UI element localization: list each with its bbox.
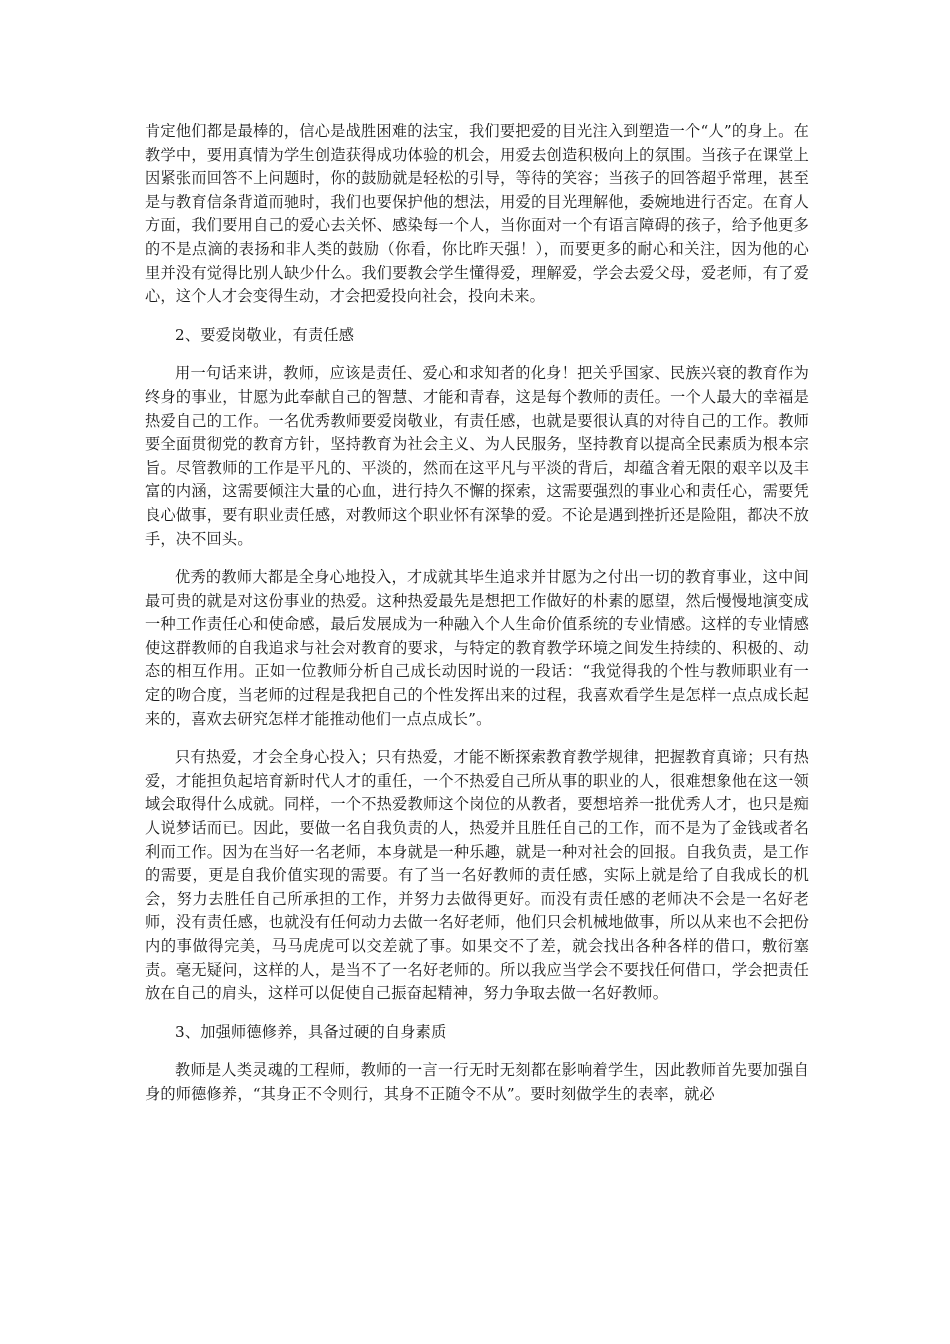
body-paragraph: 肯定他们都是最棒的，信心是战胜困难的法宝，我们要把爱的目光注入到塑造一个“人”的身上。在教学中，要用真情为学生创造获得成功体验的机会，用爱去创造积极向上的氛围。当孩子在课堂上因紧张而回答不上问题时，你的鼓励就是轻松的引导，等待的笑容；当孩子的回答超乎常理，甚至是与教育信条背道而驰时，我们也要保护他的想法，用爱的目光理解他，委婉地进行否定。在育人方面，我们要用自己的爱心去关怀、感染每一个人，当你面对一个有语言障碍的孩子，给予他更多的不是点滴的表扬和非人类的鼓励（你看，你比昨天强！），而要更多的耐心和关注，因为他的心里并没有觉得比别人缺少什么。我们要教会学生懂得爱，理解爱，学会去爱父母，爱老师，有了爱心，这个人才会变得生动，才会把爱投向社会，投向未来。: [145, 122, 809, 306]
body-paragraph: 用一句话来讲，教师，应该是责任、爱心和求知者的化身！把关乎国家、民族兴衰的教育作为终身的事业，甘愿为此奉献自己的智慧、才能和青春，这是每个教师的责任。一个人最大的幸福是热爱自己的工作。一名优秀教师要爱岗敬业，有责任感，也就是要很认真的对待自己的工作。教师要全面贯彻党的教育方针，坚持教育为社会主义、为人民服务，坚持教育以提高全民素质为根本宗旨。尽管教师的工作是平凡的、平淡的，然而在这平凡与平淡的背后，却蕴含着无限的艰辛以及丰富的内涵，这需要倾注大量的心血，进行持久不懈的探索，这需要强烈的事业心和责任心，需要凭良心做事，要有职业责任感，对教师这个职业怀有深挚的爱。不论是遇到挫折还是险阻，都决不放手，决不回头。: [145, 364, 809, 548]
document-page: [145, 120, 809, 1122]
section-heading: 3、加强师德修养，具备过硬的自身素质: [175, 1022, 447, 1041]
body-paragraph: 优秀的教师大都是全身心地投入，才成就其毕生追求并甘愿为之付出一切的教育事业，这中间最可贵的就是对这份事业的热爱。这种热爱最先是想把工作做好的朴素的愿望，然后慢慢地演变成一种工作责任心和使命感，最后发展成为一种融入个人生命价值系统的专业情感。这样的专业情感使这群教师的自我追求与社会对教育的要求，与特定的教育教学环境之间发生持续的、积极的、动态的相互作用。正如一位教师分析自己成长动因时说的一段话：“我觉得我的个性与教师职业有一定的吻合度，当老师的过程是我把自己的个性发挥出来的过程，我喜欢看学生是怎样一点点成长起来的，喜欢去研究怎样才能推动他们一点点成长”。: [145, 568, 809, 728]
body-paragraph: 只有热爱，才会全身心投入；只有热爱，才能不断探索教育教学规律，把握教育真谛；只有热爱，才能担负起培育新时代人才的重任，一个不热爱自己所从事的职业的人，很难想象他在这一领域会取得什么成就。同样，一个不热爱教师这个岗位的从教者，要想培养一批优秀人才，也只是痴人说梦话而已。因此，要做一名自我负责的人，热爱并且胜任自己的工作，而不是为了金钱或者名利而工作。因为在当好一名老师，本身就是一种乐趣，就是一种对社会的回报。自我负责，是工作的需要，更是自我价值实现的需要。有了当一名好教师的责任感，实际上就是给了自我成长的机会，努力去胜任自己所承担的工作，并努力去做得更好。而没有责任感的老师决不会是一名好老师，没有责任感，也就没有任何动力去做一名好老师，他们只会机械地做事，所以从来也不会把份内的事做得完美，马马虎虎可以交差就了事。如果交不了差，就会找出各种各样的借口，敷衍塞责。毫无疑问，这样的人，是当不了一名好老师的。所以我应当学会不要找任何借口，学会把责任放在自己的肩头，这样可以促使自己振奋起精神，努力争取去做一名好教师。: [145, 748, 809, 1003]
section-heading: 2、要爱岗敬业，有责任感: [175, 325, 355, 344]
body-paragraph: 教师是人类灵魂的工程师，教师的一言一行无时无刻都在影响着学生，因此教师首先要加强自身的师德修养，“其身正不令则行，其身不正随令不从”。要时刻做学生的表率，就必: [145, 1061, 809, 1103]
